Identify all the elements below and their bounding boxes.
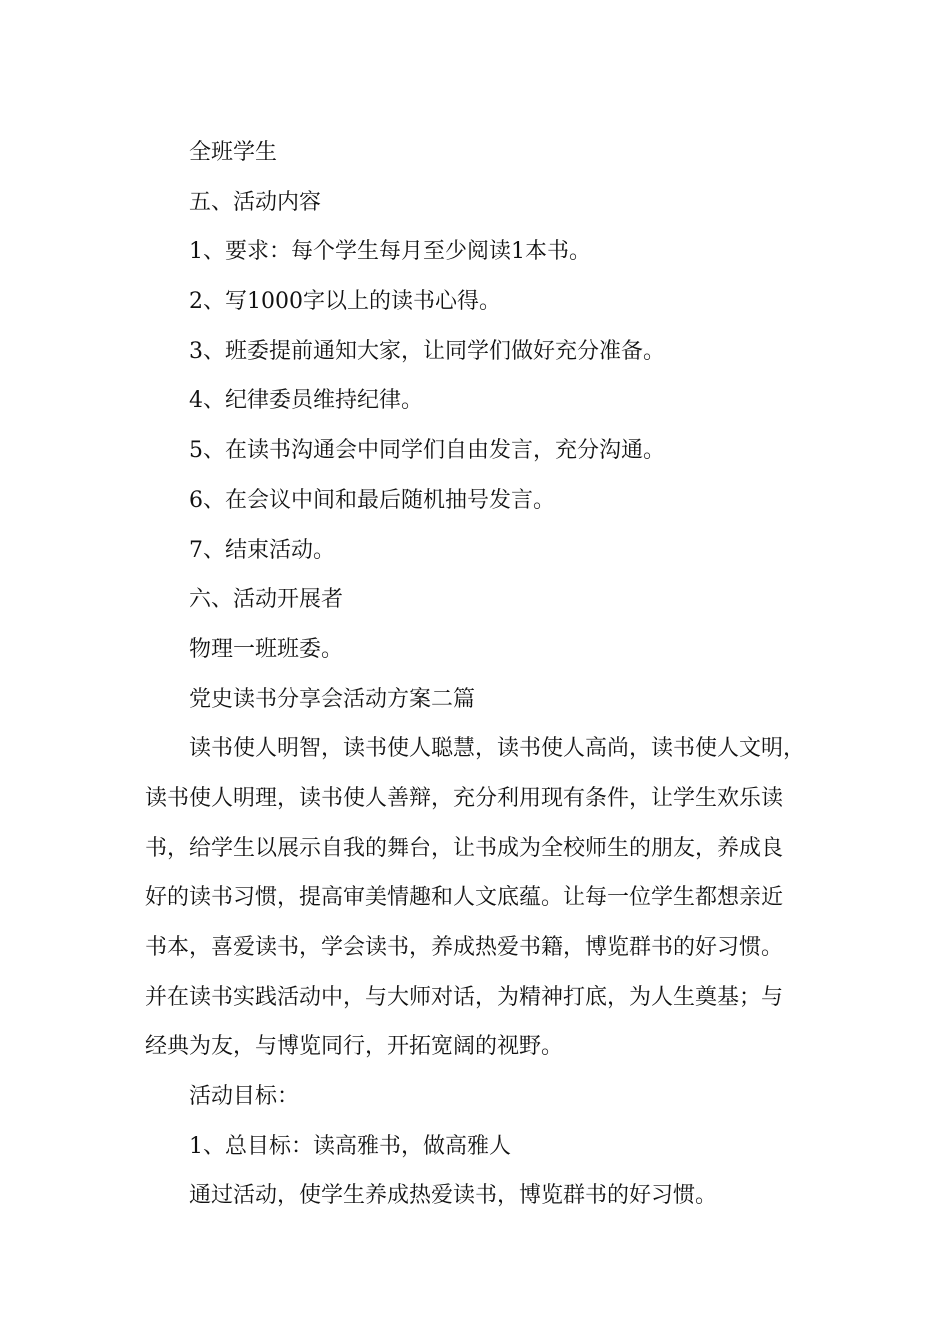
body-paragraph <box>145 724 835 1072</box>
document-body <box>145 128 835 1221</box>
list-item: 4、纪律委员维持纪律。 <box>189 388 423 414</box>
list-item: 1、总目标：读高雅书，做高雅人 <box>189 1133 511 1159</box>
section-heading: 五、活动内容 <box>189 189 322 215</box>
document-title: 党史读书分享会活动方案二篇 <box>189 686 476 712</box>
paragraph-line: 读书使人明理，读书使人善辩，充分利用现有条件，让学生欢乐读 <box>145 785 784 811</box>
text-line: 物理一班班委。 <box>189 636 344 662</box>
section-heading: 六、活动开展者 <box>189 587 344 613</box>
list-item: 1、要求：每个学生每月至少阅读1本书。 <box>189 239 591 265</box>
list-item: 3、班委提前通知大家，让同学们做好充分准备。 <box>189 338 665 364</box>
section-heading: 活动目标： <box>189 1084 300 1110</box>
list-item: 6、在会议中间和最后随机抽号发言。 <box>189 487 555 513</box>
list-item: 7、结束活动。 <box>189 537 335 563</box>
paragraph-line: 读书使人明智，读书使人聪慧，读书使人高尚，读书使人文明， <box>189 736 806 762</box>
paragraph-line: 书本，喜爱读书，学会读书，养成热爱书籍，博览群书的好习惯。 <box>145 935 784 960</box>
paragraph-line: 并在读书实践活动中，与大师对话，为精神打底，为人生奠基；与 <box>145 984 784 1010</box>
list-item: 5、在读书沟通会中同学们自由发言，充分沟通。 <box>189 438 665 464</box>
list-item: 2、写1000字以上的读书心得。 <box>189 289 501 315</box>
text-line: 全班学生 <box>189 140 278 165</box>
paragraph-line: 好的读书习惯，提高审美情趣和人文底蕴。让每一位学生都想亲近 <box>145 885 784 911</box>
paragraph-line: 书，给学生以展示自我的舞台，让书成为全校师生的朋友，养成良 <box>145 835 784 861</box>
text-line: 通过活动，使学生养成热爱读书，博览群书的好习惯。 <box>189 1183 718 1209</box>
paragraph-line: 经典为友，与博览同行，开拓宽阔的视野。 <box>145 1034 564 1060</box>
